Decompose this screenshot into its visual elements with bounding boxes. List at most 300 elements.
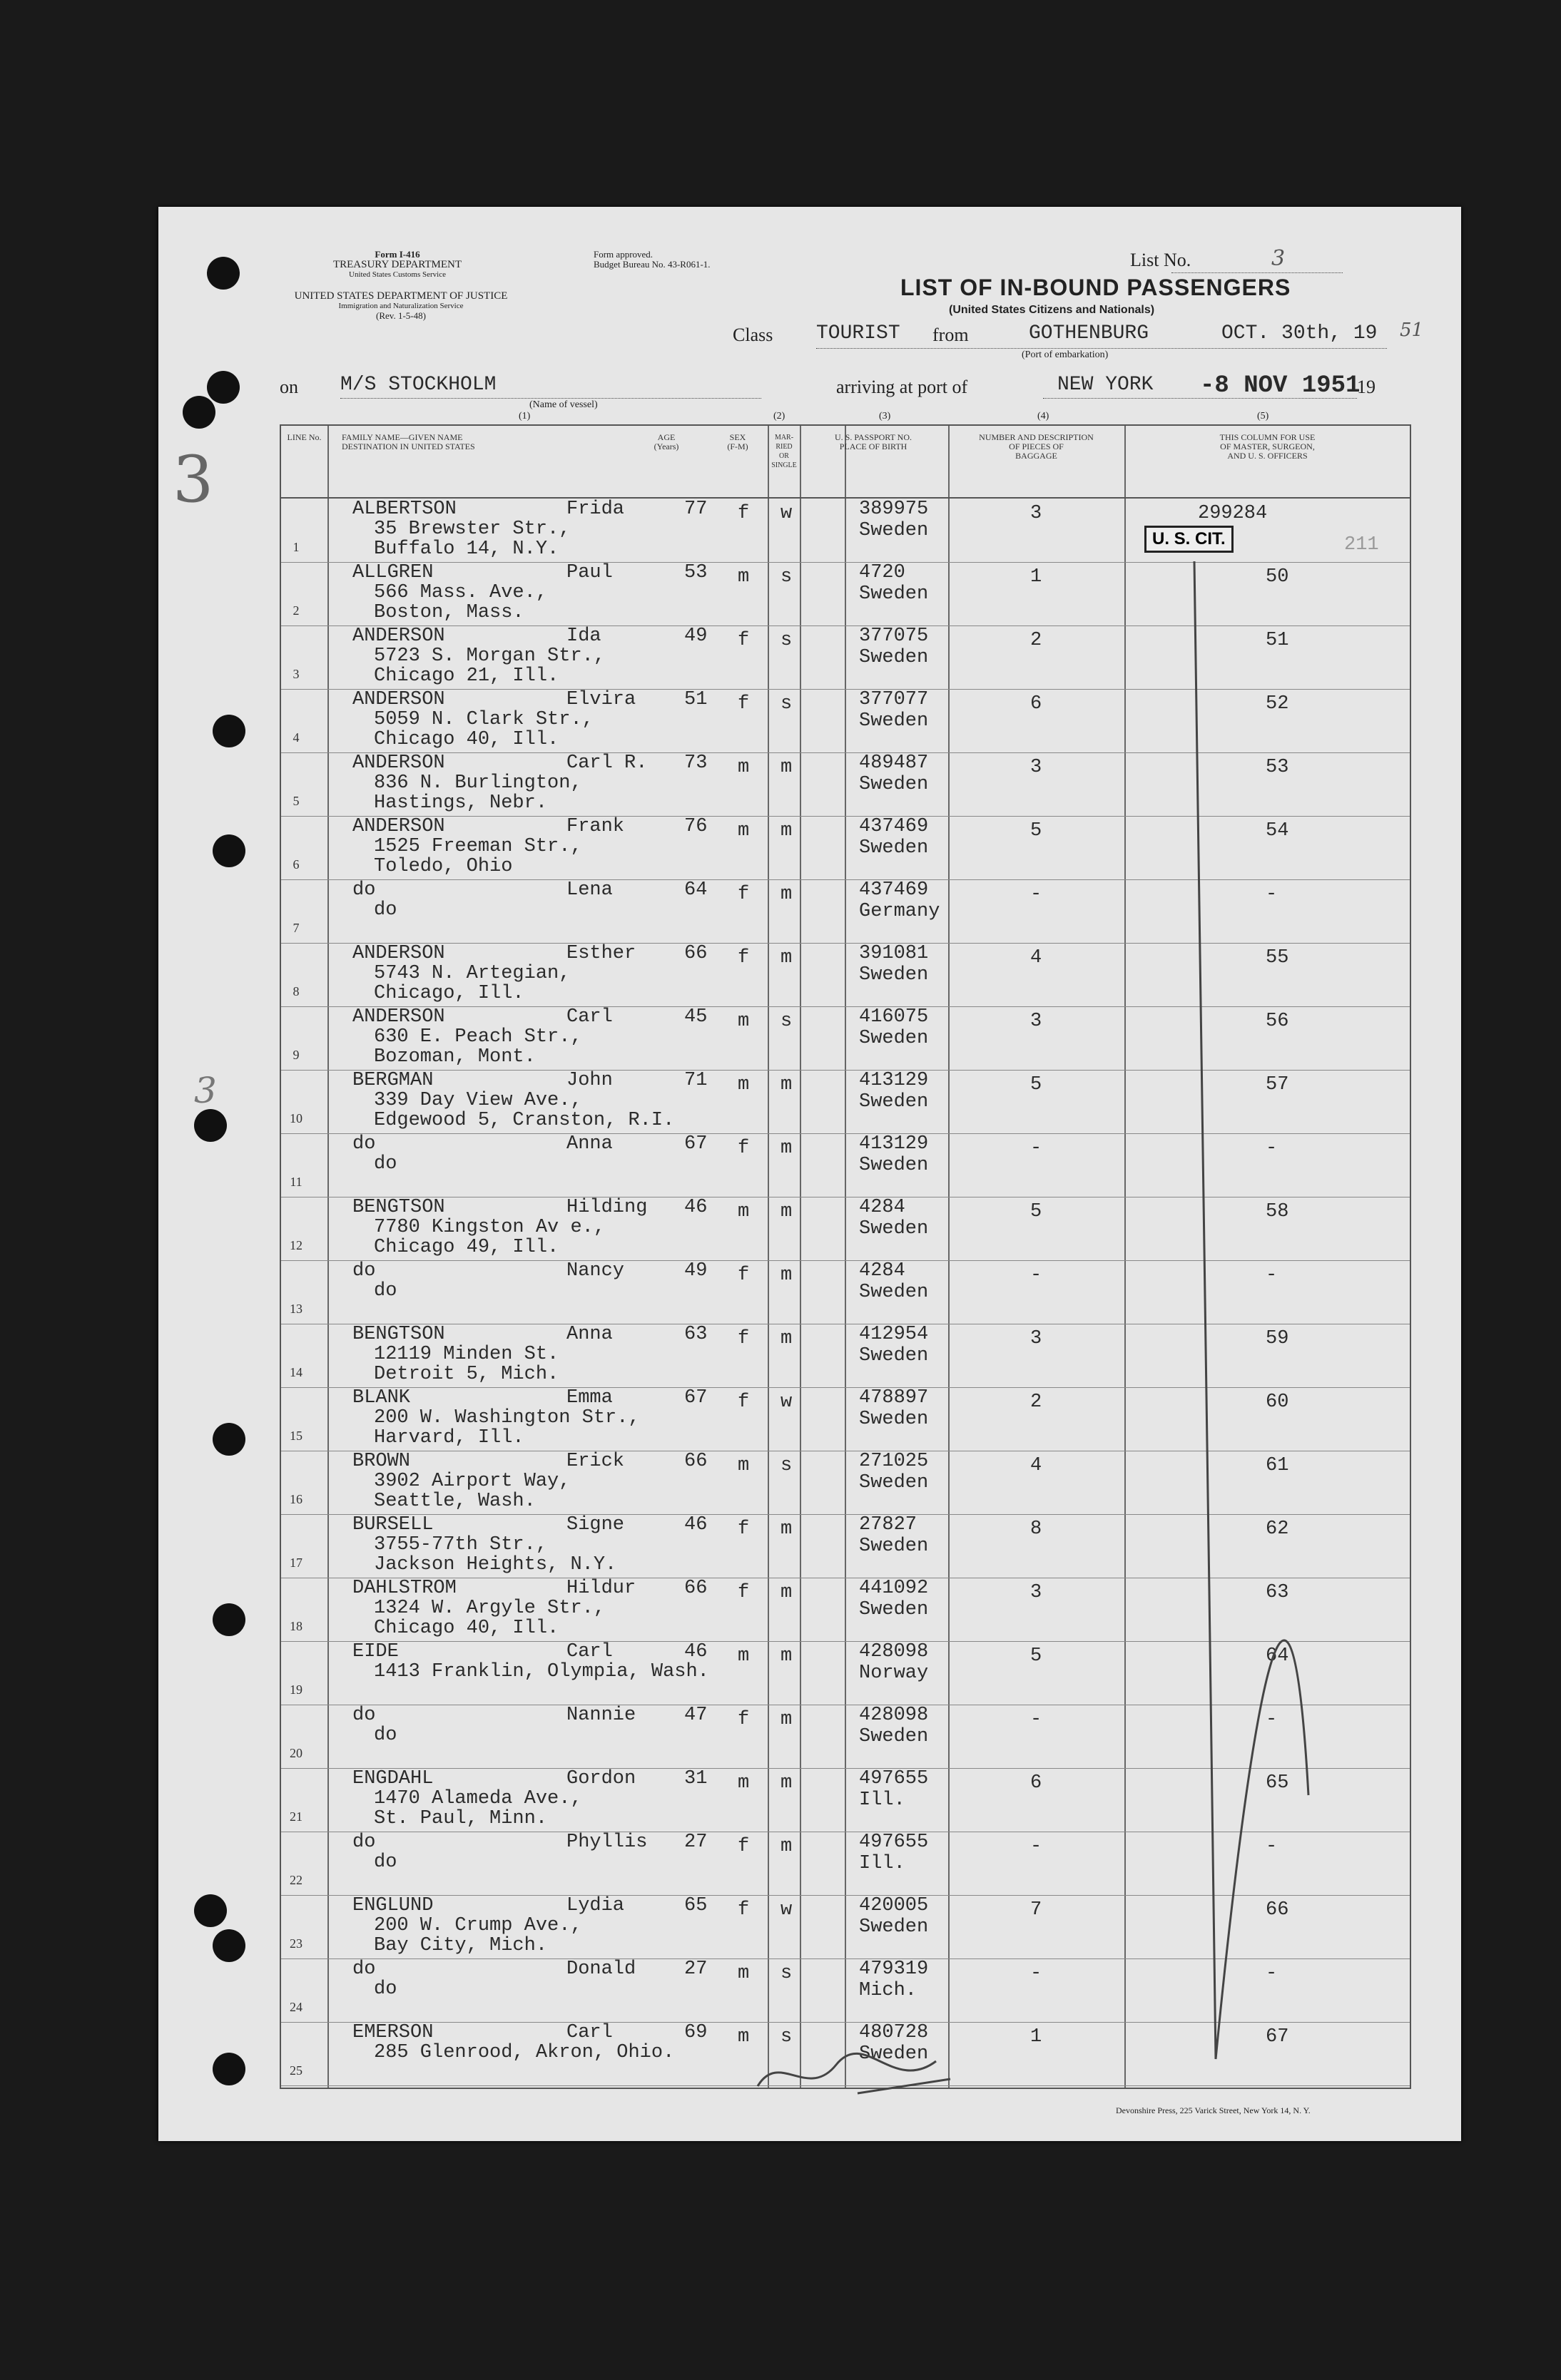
- passport-number: 497655: [859, 1832, 929, 1853]
- family-name: do: [352, 1832, 376, 1853]
- given-name: Carl: [566, 1641, 613, 1663]
- address-line-1: 1525 Freeman Str.,: [374, 836, 582, 857]
- passport-number: 27827: [859, 1514, 917, 1536]
- age-value: 73: [684, 752, 708, 774]
- col-number-3: (3): [879, 411, 891, 422]
- age-value: 49: [684, 625, 708, 647]
- birthplace: Sweden: [859, 1409, 929, 1430]
- officer-number: -: [1266, 1265, 1278, 1286]
- officer-number: 62: [1266, 1518, 1289, 1540]
- family-name: BLANK: [352, 1387, 411, 1409]
- given-name: Carl R.: [566, 752, 648, 774]
- marital-status: w: [780, 503, 793, 524]
- col-header-age: AGE (Years): [654, 432, 679, 451]
- sex-value: f: [738, 884, 750, 905]
- passport-number: 497655: [859, 1768, 929, 1789]
- col-header-line-no: LINE No.: [287, 432, 322, 442]
- marital-status: m: [780, 1201, 793, 1222]
- arriving-label: arriving at port of: [836, 377, 968, 397]
- address-line-2: Bay City, Mich.: [374, 1935, 548, 1956]
- col-number-4: (4): [1037, 411, 1049, 422]
- sex-value: f: [738, 630, 750, 651]
- passport-number: 391081: [859, 943, 929, 964]
- birthplace: Sweden: [859, 520, 929, 541]
- officer-number: 58: [1266, 1201, 1289, 1222]
- age-value: 67: [684, 1133, 708, 1155]
- age-value: 51: [684, 689, 708, 710]
- marital-status: m: [780, 1772, 793, 1794]
- form-agency-block: [308, 250, 487, 280]
- passenger-table: [280, 424, 1411, 2089]
- sex-value: f: [738, 1899, 750, 1921]
- marital-status: m: [780, 1836, 793, 1857]
- officer-number: 54: [1266, 820, 1289, 842]
- passport-number: 479319: [859, 1958, 929, 1980]
- address-line-2: Buffalo 14, N.Y.: [374, 538, 559, 560]
- birthplace: Ill.: [859, 1853, 905, 1874]
- address-line-1: 35 Brewster Str.,: [374, 519, 571, 540]
- on-label: on: [280, 377, 298, 397]
- age-value: 46: [684, 1197, 708, 1218]
- given-name: Lena: [566, 879, 613, 901]
- sex-value: m: [738, 566, 750, 588]
- officer-number-top: 299284: [1198, 503, 1268, 524]
- birthplace: Mich.: [859, 1980, 917, 2001]
- line-number: 21: [290, 1809, 302, 1824]
- sex-value: m: [738, 1201, 750, 1222]
- line-number: 6: [293, 857, 300, 872]
- baggage-count: 4: [1030, 1455, 1042, 1476]
- sex-value: m: [738, 1074, 750, 1095]
- line-number: 5: [293, 794, 300, 808]
- address-line-1: 3755-77th Str.,: [374, 1534, 548, 1556]
- family-name: EMERSON: [352, 2022, 434, 2043]
- birthplace: Sweden: [859, 1091, 929, 1113]
- punch-hole: [213, 1423, 245, 1456]
- address-line-1: do: [374, 1280, 397, 1302]
- marital-status: s: [780, 566, 793, 588]
- dept-justice-sub: Immigration and Naturalization Service: [338, 302, 464, 310]
- age-value: 46: [684, 1641, 708, 1663]
- passport-number: 420005: [859, 1895, 929, 1916]
- sex-value: f: [738, 1138, 750, 1159]
- birthplace: Sweden: [859, 1599, 929, 1620]
- officer-number: 66: [1266, 1899, 1289, 1921]
- address-line-2: Chicago 49, Ill.: [374, 1237, 559, 1258]
- address-line-1: 566 Mass. Ave.,: [374, 582, 548, 603]
- address-line-2: Seattle, Wash.: [374, 1491, 536, 1512]
- family-name: ANDERSON: [352, 752, 445, 774]
- given-name: Carl: [566, 2022, 613, 2043]
- punch-hole: [194, 1109, 227, 1142]
- baggage-count: 1: [1030, 566, 1042, 588]
- passport-number: 389975: [859, 499, 929, 520]
- baggage-count: 8: [1030, 1518, 1042, 1540]
- birthplace: Sweden: [859, 2043, 929, 2065]
- passport-number: 437469: [859, 816, 929, 837]
- given-name: Lydia: [566, 1895, 625, 1916]
- baggage-count: 2: [1030, 1391, 1042, 1413]
- family-name: ANDERSON: [352, 816, 445, 837]
- baggage-count: -: [1030, 1265, 1042, 1286]
- baggage-count: 5: [1030, 1645, 1042, 1667]
- given-name: Paul: [566, 562, 613, 583]
- sex-value: m: [738, 1455, 750, 1476]
- marital-status: s: [780, 2026, 793, 2048]
- given-name: Phyllis: [566, 1832, 648, 1853]
- vessel-rule: [340, 398, 761, 399]
- family-name: ENGLUND: [352, 1895, 434, 1916]
- passport-number: 4720: [859, 562, 905, 583]
- age-value: 46: [684, 1514, 708, 1536]
- embark-year-hand: 51: [1400, 320, 1424, 341]
- age-value: 63: [684, 1324, 708, 1345]
- officer-number: 52: [1266, 693, 1289, 715]
- sex-value: m: [738, 2026, 750, 2048]
- officer-number: 63: [1266, 1582, 1289, 1603]
- address-line-1: 5743 N. Artegian,: [374, 963, 571, 984]
- passport-number: 489487: [859, 752, 929, 774]
- baggage-count: 4: [1030, 947, 1042, 969]
- family-name: ENGDAHL: [352, 1768, 434, 1789]
- family-name: BROWN: [352, 1451, 411, 1472]
- passport-number: 413129: [859, 1133, 929, 1155]
- birthplace: Germany: [859, 901, 940, 922]
- col-header-sex: SEX (F-M): [727, 432, 748, 451]
- address-line-2: Detroit 5, Mich.: [374, 1364, 559, 1385]
- baggage-count: 5: [1030, 820, 1042, 842]
- age-value: 47: [684, 1705, 708, 1726]
- manifest-sheet: [158, 207, 1461, 2141]
- age-value: 76: [684, 816, 708, 837]
- address-line-1: 630 E. Peach Str.,: [374, 1026, 582, 1048]
- sex-value: m: [738, 1645, 750, 1667]
- passport-number: 271025: [859, 1451, 929, 1472]
- marital-status: m: [780, 820, 793, 842]
- age-value: 65: [684, 1895, 708, 1916]
- given-name: Gordon: [566, 1768, 636, 1789]
- given-name: Esther: [566, 943, 636, 964]
- family-name: do: [352, 1260, 376, 1282]
- baggage-count: -: [1030, 1138, 1042, 1159]
- form-approved: Form approved.: [594, 249, 654, 260]
- given-name: Carl: [566, 1006, 613, 1028]
- sex-value: f: [738, 1328, 750, 1349]
- marital-status: w: [780, 1899, 793, 1921]
- address-line-2: Hastings, Nebr.: [374, 792, 548, 814]
- officer-number: 59: [1266, 1328, 1289, 1349]
- birthplace: Sweden: [859, 1028, 929, 1049]
- punch-hole: [207, 257, 240, 290]
- address-line-2: Jackson Heights, N.Y.: [374, 1554, 617, 1575]
- birthplace: Sweden: [859, 1536, 929, 1557]
- officer-number: 64: [1266, 1645, 1289, 1667]
- list-number-value: 3: [1271, 246, 1286, 271]
- given-name: Elvira: [566, 689, 636, 710]
- sex-value: f: [738, 1836, 750, 1857]
- birthplace: Sweden: [859, 1472, 929, 1493]
- family-name: ANDERSON: [352, 625, 445, 647]
- col-header-officer: THIS COLUMN FOR USE OF MASTER, SURGEON, AND U. S. OFFICERS: [1219, 432, 1316, 461]
- address-line-1: 5059 N. Clark Str.,: [374, 709, 594, 730]
- given-name: Frank: [566, 816, 625, 837]
- col-header-baggage: NUMBER AND DESCRIPTION OF PIECES OF BAGGAGE: [979, 432, 1094, 461]
- line-number: 24: [290, 2000, 302, 2014]
- punch-hole: [213, 715, 245, 747]
- baggage-count: -: [1030, 1709, 1042, 1730]
- arrival-year-suffix: 19: [1357, 377, 1376, 397]
- family-name: BERGMAN: [352, 1070, 434, 1091]
- age-value: 71: [684, 1070, 708, 1091]
- punch-hole: [213, 2053, 245, 2085]
- dept-treasury: TREASURY DEPARTMENT: [332, 259, 462, 270]
- passport-number: 478897: [859, 1387, 929, 1409]
- officer-number: -: [1266, 1138, 1278, 1159]
- age-value: 66: [684, 943, 708, 964]
- passport-number: 377077: [859, 689, 929, 710]
- address-line-1: do: [374, 1978, 397, 2000]
- birthplace: Sweden: [859, 1282, 929, 1303]
- birthplace: Norway: [859, 1663, 929, 1684]
- address-line-2: Harvard, Ill.: [374, 1427, 524, 1449]
- line-number: 15: [290, 1429, 302, 1443]
- class-label: Class: [733, 325, 773, 345]
- baggage-count: 7: [1030, 1899, 1042, 1921]
- baggage-count: 5: [1030, 1201, 1042, 1222]
- given-name: Hilding: [566, 1197, 648, 1218]
- officer-number: 53: [1266, 757, 1289, 778]
- arrival-date-stamp: -8 NOV 1951: [1200, 372, 1361, 399]
- given-name: Hildur: [566, 1578, 636, 1599]
- officer-number: 55: [1266, 947, 1289, 969]
- birthplace: Sweden: [859, 774, 929, 795]
- age-value: 27: [684, 1958, 708, 1980]
- sex-value: m: [738, 820, 750, 842]
- marital-status: s: [780, 1011, 793, 1032]
- address-line-1: do: [374, 899, 397, 921]
- given-name: Nancy: [566, 1260, 625, 1282]
- birthplace: Sweden: [859, 710, 929, 732]
- margin-hand-number: 3: [173, 442, 214, 517]
- vessel-caption: (Name of vessel): [529, 399, 598, 410]
- address-line-1: 1470 Alameda Ave.,: [374, 1788, 582, 1809]
- address-line-1: 836 N. Burlington,: [374, 772, 582, 794]
- birthplace: Sweden: [859, 1916, 929, 1938]
- officer-number: 51: [1266, 630, 1289, 651]
- age-value: 27: [684, 1832, 708, 1853]
- line-number: 7: [293, 921, 300, 935]
- family-name: ANDERSON: [352, 1006, 445, 1028]
- family-name: BENGTSON: [352, 1197, 445, 1218]
- family-name: ANDERSON: [352, 943, 445, 964]
- marital-status: m: [780, 1709, 793, 1730]
- punch-hole: [183, 396, 215, 429]
- address-line-1: 5723 S. Morgan Str.,: [374, 645, 606, 667]
- baggage-count: 1: [1030, 2026, 1042, 2048]
- line-number: 20: [290, 1746, 302, 1760]
- family-name: EIDE: [352, 1641, 399, 1663]
- sex-value: f: [738, 693, 750, 715]
- line-number: 11: [290, 1175, 302, 1189]
- baggage-count: 3: [1030, 1328, 1042, 1349]
- address-line-2: Chicago, Ill.: [374, 983, 524, 1004]
- passport-number: 428098: [859, 1705, 929, 1726]
- officer-number: 57: [1266, 1074, 1289, 1095]
- line-number: 17: [290, 1556, 302, 1570]
- family-name: ANDERSON: [352, 689, 445, 710]
- family-name: do: [352, 879, 376, 901]
- line-number: 2: [293, 603, 300, 618]
- sex-value: f: [738, 1709, 750, 1730]
- officer-number: -: [1266, 1836, 1278, 1857]
- address-line-2: Chicago 40, Ill.: [374, 1618, 559, 1639]
- line-number: 10: [290, 1111, 302, 1125]
- family-name: do: [352, 1958, 376, 1980]
- officer-number: 56: [1266, 1011, 1289, 1032]
- marital-status: m: [780, 947, 793, 969]
- officer-number: -: [1266, 1963, 1278, 1984]
- marital-status: m: [780, 1328, 793, 1349]
- col-number-5: (5): [1257, 411, 1269, 422]
- arrival-port-value: NEW YORK: [1057, 374, 1154, 396]
- age-value: 67: [684, 1387, 708, 1409]
- printer-footer: Devonshire Press, 225 Varick Street, New York 14, N. Y.: [1116, 2105, 1311, 2115]
- officer-number: 65: [1266, 1772, 1289, 1794]
- address-line-2: St. Paul, Minn.: [374, 1808, 548, 1829]
- punch-hole: [213, 1929, 245, 1962]
- address-line-2: Chicago 21, Ill.: [374, 665, 559, 687]
- marital-status: m: [780, 1265, 793, 1286]
- marital-status: s: [780, 1963, 793, 1984]
- address-line-1: 12119 Minden St.: [374, 1344, 559, 1365]
- officer-check-mark: [1180, 554, 1323, 2080]
- passport-number: 4284: [859, 1260, 905, 1282]
- passport-number: 437469: [859, 879, 929, 901]
- age-value: 66: [684, 1451, 708, 1472]
- line-number: 1: [293, 540, 300, 554]
- sex-value: m: [738, 1963, 750, 1984]
- given-name: Anna: [566, 1324, 613, 1345]
- age-value: 45: [684, 1006, 708, 1028]
- age-value: 53: [684, 562, 708, 583]
- sex-value: f: [738, 1391, 750, 1413]
- birthplace: Sweden: [859, 647, 929, 668]
- marital-status: m: [780, 884, 793, 905]
- line-number: 14: [290, 1365, 302, 1379]
- given-name: Emma: [566, 1387, 613, 1409]
- age-value: 66: [684, 1578, 708, 1599]
- officer-signature: [751, 2043, 965, 2118]
- birthplace: Sweden: [859, 1726, 929, 1747]
- passport-number: 428098: [859, 1641, 929, 1663]
- age-value: 64: [684, 879, 708, 901]
- form-number: Form I-416: [375, 249, 420, 260]
- officer-number-faint: 211: [1344, 534, 1379, 556]
- line-number: 9: [293, 1048, 300, 1062]
- address-line-2: Toledo, Ohio: [374, 856, 513, 877]
- line-number: 8: [293, 984, 300, 999]
- baggage-count: 6: [1030, 1772, 1042, 1794]
- sex-value: m: [738, 757, 750, 778]
- punch-hole: [213, 834, 245, 867]
- address-line-1: 1324 W. Argyle Str.,: [374, 1598, 606, 1619]
- birthplace: Sweden: [859, 583, 929, 605]
- family-name: do: [352, 1705, 376, 1726]
- marital-status: m: [780, 1518, 793, 1540]
- punch-hole: [213, 1603, 245, 1636]
- col-number-1: (1): [519, 411, 531, 422]
- family-name: DAHLSTROM: [352, 1578, 457, 1599]
- address-line-1: 200 W. Washington Str.,: [374, 1407, 640, 1429]
- address-line-2: Bozoman, Mont.: [374, 1046, 536, 1068]
- address-line-1: 1413 Franklin, Olympia, Wash.: [374, 1661, 709, 1682]
- baggage-count: -: [1030, 1963, 1042, 1984]
- line-number: 18: [290, 1619, 302, 1633]
- family-name: ALLGREN: [352, 562, 434, 583]
- baggage-count: 3: [1030, 503, 1042, 524]
- officer-number: 60: [1266, 1391, 1289, 1413]
- passport-number: 4284: [859, 1197, 905, 1218]
- age-value: 31: [684, 1768, 708, 1789]
- passport-number: 416075: [859, 1006, 929, 1028]
- page-title: LIST OF IN-BOUND PASSENGERS: [900, 275, 1291, 300]
- address-line-1: 200 W. Crump Ave.,: [374, 1915, 582, 1936]
- address-line-2: Chicago 40, Ill.: [374, 729, 559, 750]
- marital-status: m: [780, 757, 793, 778]
- marital-status: m: [780, 1582, 793, 1603]
- budget-bureau: Budget Bureau No. 43-R061-1.: [594, 259, 711, 270]
- birthplace: Sweden: [859, 1155, 929, 1176]
- address-line-1: 339 Day View Ave.,: [374, 1090, 582, 1111]
- class-value: TOURIST: [816, 322, 900, 344]
- us-citizen-stamp: U. S. CIT.: [1144, 526, 1234, 553]
- given-name: Ida: [566, 625, 601, 647]
- given-name: Donald: [566, 1958, 636, 1980]
- officer-number: 61: [1266, 1455, 1289, 1476]
- arrival-rule: [1043, 398, 1357, 399]
- baggage-count: 3: [1030, 1582, 1042, 1603]
- given-name: Signe: [566, 1514, 625, 1536]
- sex-value: m: [738, 1011, 750, 1032]
- dept-treasury-sub: United States Customs Service: [349, 270, 446, 279]
- birthplace: Ill.: [859, 1789, 905, 1811]
- age-value: 77: [684, 499, 708, 520]
- marital-status: m: [780, 1645, 793, 1667]
- given-name: John: [566, 1070, 613, 1091]
- given-name: Nannie: [566, 1705, 636, 1726]
- age-value: 69: [684, 2022, 708, 2043]
- address-line-1: do: [374, 1852, 397, 1873]
- sex-value: f: [738, 503, 750, 524]
- form-justice-block: [273, 291, 529, 321]
- sex-value: f: [738, 947, 750, 969]
- dept-justice: UNITED STATES DEPARTMENT OF JUSTICE: [294, 290, 508, 302]
- baggage-count: -: [1030, 884, 1042, 905]
- marital-status: s: [780, 693, 793, 715]
- officer-number: -: [1266, 884, 1278, 905]
- birthplace: Sweden: [859, 837, 929, 859]
- address-line-1: do: [374, 1153, 397, 1175]
- baggage-count: -: [1030, 1836, 1042, 1857]
- list-number-label: List No.: [1130, 250, 1191, 270]
- family-name: BENGTSON: [352, 1324, 445, 1345]
- vessel-name-value: M/S STOCKHOLM: [340, 374, 497, 396]
- marital-status: m: [780, 1138, 793, 1159]
- punch-hole: [194, 1894, 227, 1927]
- line-number: 23: [290, 1936, 302, 1951]
- col-header-name: FAMILY NAME—GIVEN NAME DESTINATION IN UNITED STATES: [342, 432, 475, 451]
- line-number: 25: [290, 2063, 302, 2078]
